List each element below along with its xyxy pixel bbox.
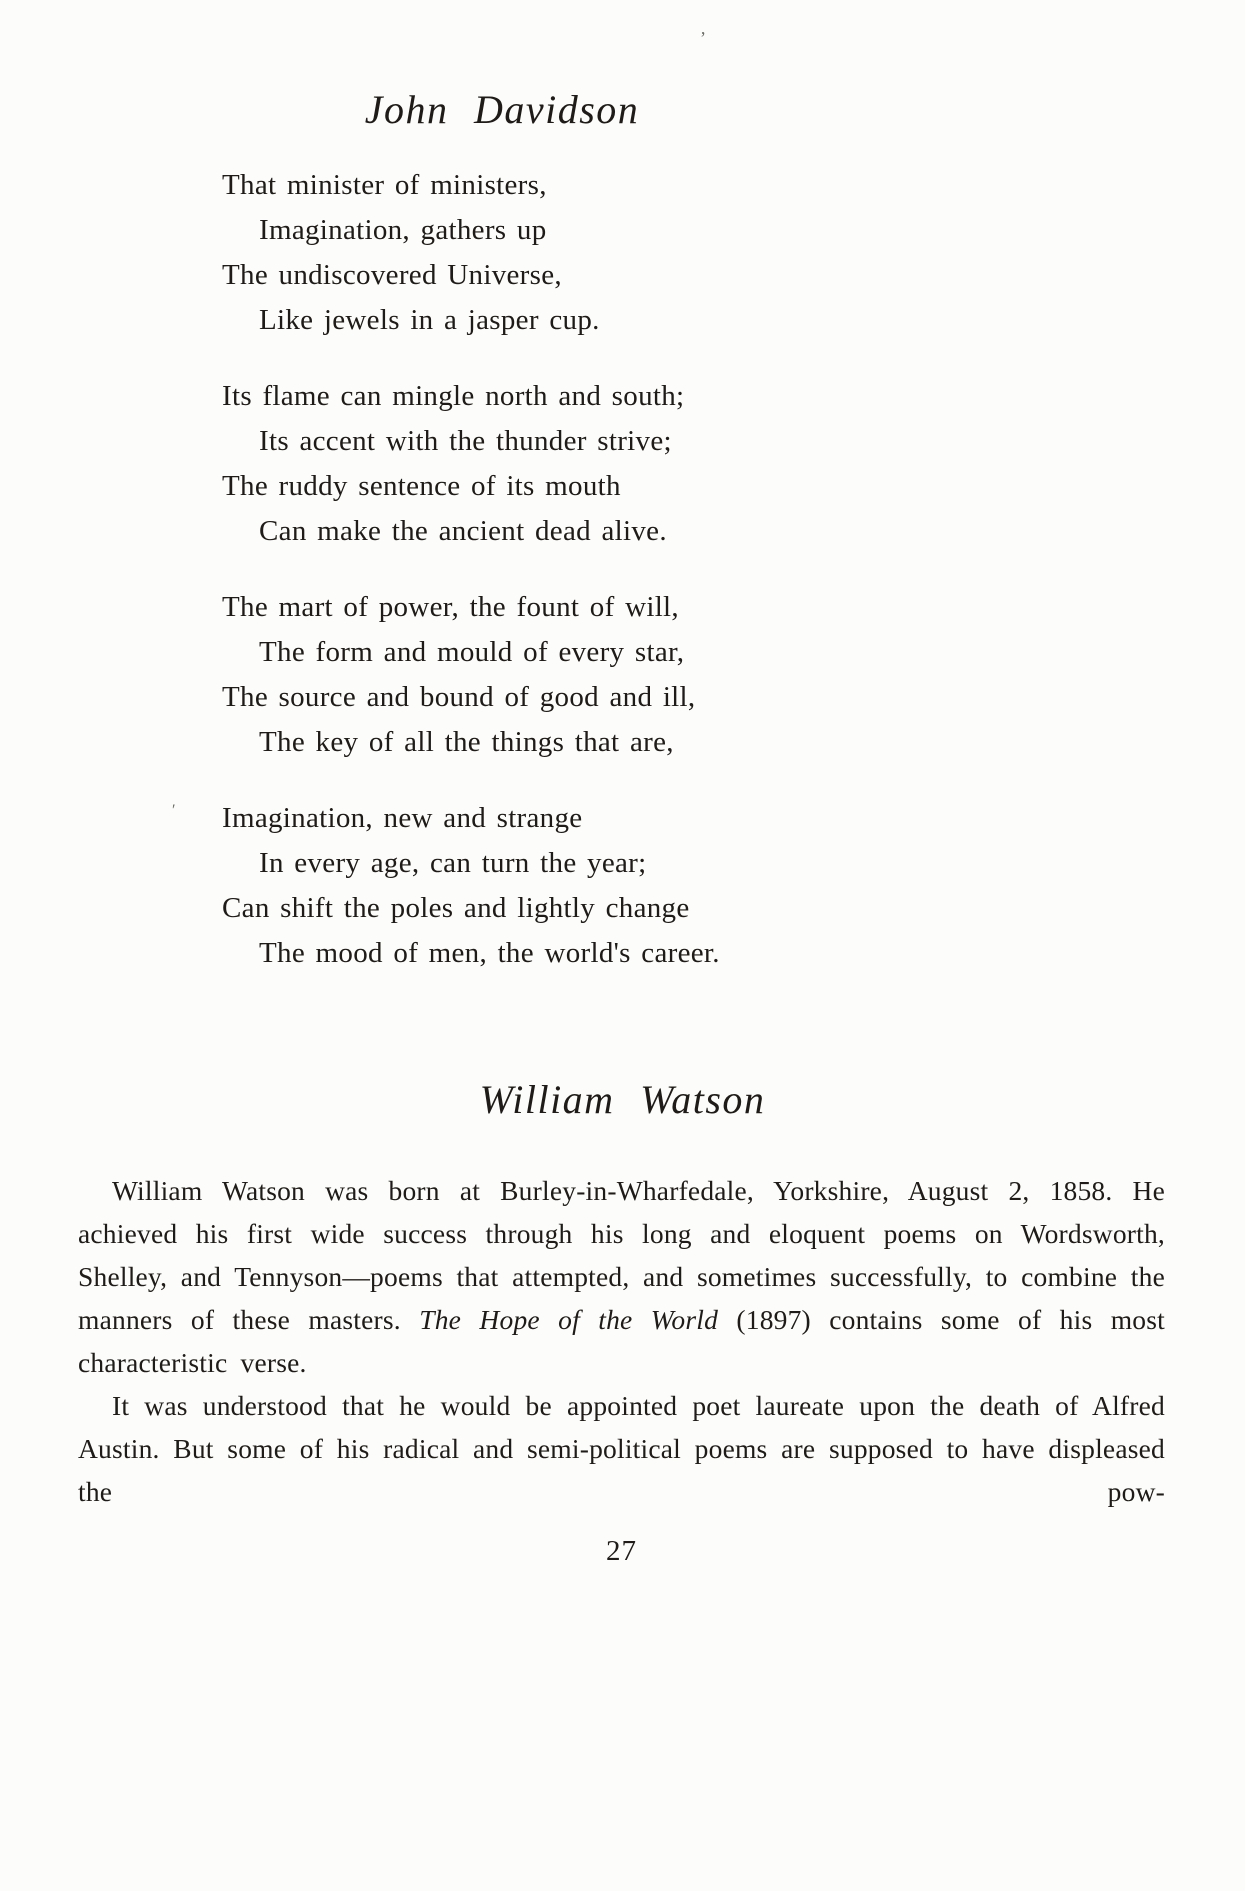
poem-line: The source and bound of good and ill, <box>222 681 696 713</box>
poem-line: Like jewels in a jasper cup. <box>259 304 600 336</box>
poem-line: That minister of ministers, <box>222 169 547 201</box>
section-author-title: William Watson <box>479 1077 766 1122</box>
poem-line: The mart of power, the fount of will, <box>222 591 679 623</box>
poem-author-title: John Davidson <box>364 87 640 132</box>
biography-text <box>78 1169 1165 1513</box>
poem-line: Imagination, new and strange <box>222 802 583 834</box>
scan-artifact-mark: ʼ <box>700 28 706 48</box>
poem-body <box>172 163 862 976</box>
scan-artifact-mark: ′ <box>172 802 176 819</box>
poem-line: The ruddy sentence of its mouth <box>222 470 621 502</box>
poem-line: Its flame can mingle north and south; <box>222 380 685 412</box>
poem-stanza-4 <box>172 796 862 976</box>
biography-paragraph-2: It was understood that he would be appointed poet laureate upon the death of Alfred Austin. But some of his radical and semi-political poems are supposed to have displeased the pow- <box>78 1390 1165 1507</box>
poem-line: The form and mould of every star, <box>259 636 685 668</box>
poem-line: Can make the ancient dead alive. <box>259 515 667 547</box>
poem-stanza-1 <box>222 163 862 343</box>
poem-stanza-3 <box>222 585 862 765</box>
biography-paragraph-1 <box>78 1169 1165 1384</box>
poem-line: The key of all the things that are, <box>259 726 674 758</box>
poem-line: Its accent with the thunder strive; <box>259 425 672 457</box>
paragraph-text: (1897) contains some of his most characteristic verse. <box>78 1304 1165 1378</box>
book-title-italic: The Hope of the World <box>419 1304 719 1335</box>
page-number: 27 <box>606 1535 637 1567</box>
poem-line: Can shift the poles and lightly change <box>222 892 690 924</box>
poem-stanza-2 <box>222 374 862 554</box>
poem-line: The undiscovered Universe, <box>222 259 562 291</box>
poem-line: Imagination, gathers up <box>259 214 547 246</box>
poem-line: In every age, can turn the year; <box>259 847 647 879</box>
poem-line: The mood of men, the world's career. <box>259 937 720 969</box>
paragraph-text: William Watson was born at Burley-in-Wharfedale, Yorkshire, August 2, 1858. He achieved his first wide success through his long and eloquent poems on Wordsworth, Shelley, and Tennyson—poems that attempted, and sometimes successfully, to combine the manners of these masters. <box>78 1175 1165 1335</box>
